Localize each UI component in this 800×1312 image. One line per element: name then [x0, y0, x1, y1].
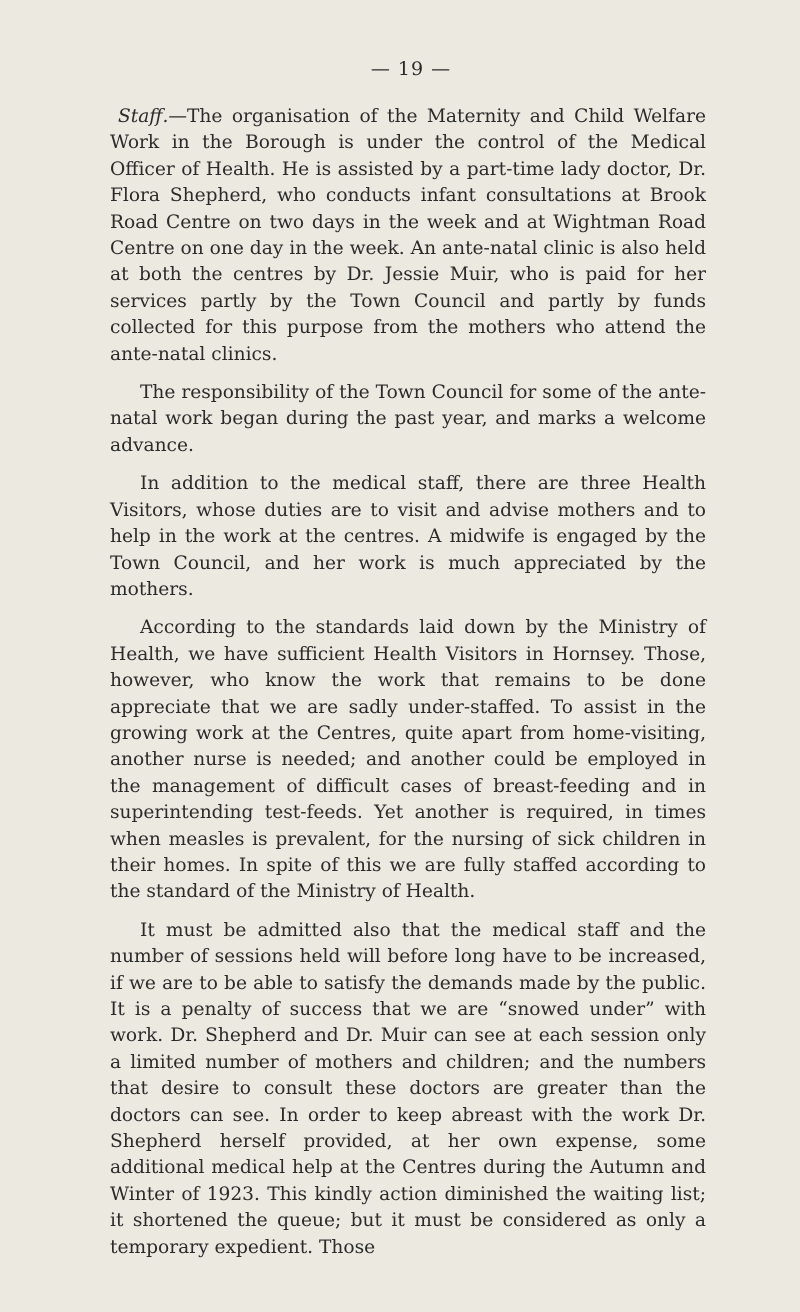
paragraph-staff: [110, 104, 706, 368]
paragraph-medical-staff: It must be admitted also that the medical staff and the number of sessions held will before long have to be increased, if we are to be able to satisfy the demands made by the public. It is a penalty of success that we are “snowed under” with work. Dr. Shepherd and Dr. Muir can see at each session only a limited number of mothers and children; and the numbers that desire to consult these doctors are greater than the doctors can see. In order to keep abreast with the work Dr. Shepherd herself provided, at her own expense, some additional medical help at the Centres during the Autumn and Winter of 1923. This kindly action diminished the waiting list; it shortened the queue; but it must be considered as only a temporary expedient. Those: [110, 919, 706, 1258]
paragraph-responsibility: The responsibility of the Town Council for some of the ante-natal work began during the past year, and marks a welcome advance.: [110, 382, 706, 456]
paragraph-standards: According to the standards laid down by the Ministry of Health, we have sufficient Health Visitors in Hornsey. Those, however, who know the work that remains to be done appreciate that we are sadly under-staffed. To assist in the growing work at the Centres, quite apart from home-visiting, another nurse is needed; and another could be employed in the management of difficult cases of breast-feeding and in superintending test-feeds. Yet another is required, in times when measles is prevalent, for the nursing of sick children in their homes. In spite of this we are fully staffed according to the standard of the Ministry of Health.: [110, 617, 706, 903]
page-number: — 19 —: [370, 58, 452, 80]
section-heading: Staff.: [118, 106, 169, 127]
paragraph-health-visitors: In addition to the medical staff, there are three Health Visitors, whose duties are to visit and advise mothers and to help in the work at the centres. A midwife is engaged by the Town Council, and her work is much appreciated by the mothers.: [110, 473, 706, 600]
paragraph-text: —The organisation of the Maternity and Child Welfare Work in the Borough is under the control of the Medical Officer of Health. He is assisted by a part-time lady doctor, Dr. Flora Shepherd, who conducts infant consultations at Brook Road Centre on two days in the week and at Wightman Road Centre on one day in the week. An ante-natal clinic is also held at both the centres by Dr. Jessie Muir, who is paid for her services partly by the Town Council and partly by funds collected for this purpose from the mothers who attend the ante-natal clinics.: [110, 106, 706, 365]
